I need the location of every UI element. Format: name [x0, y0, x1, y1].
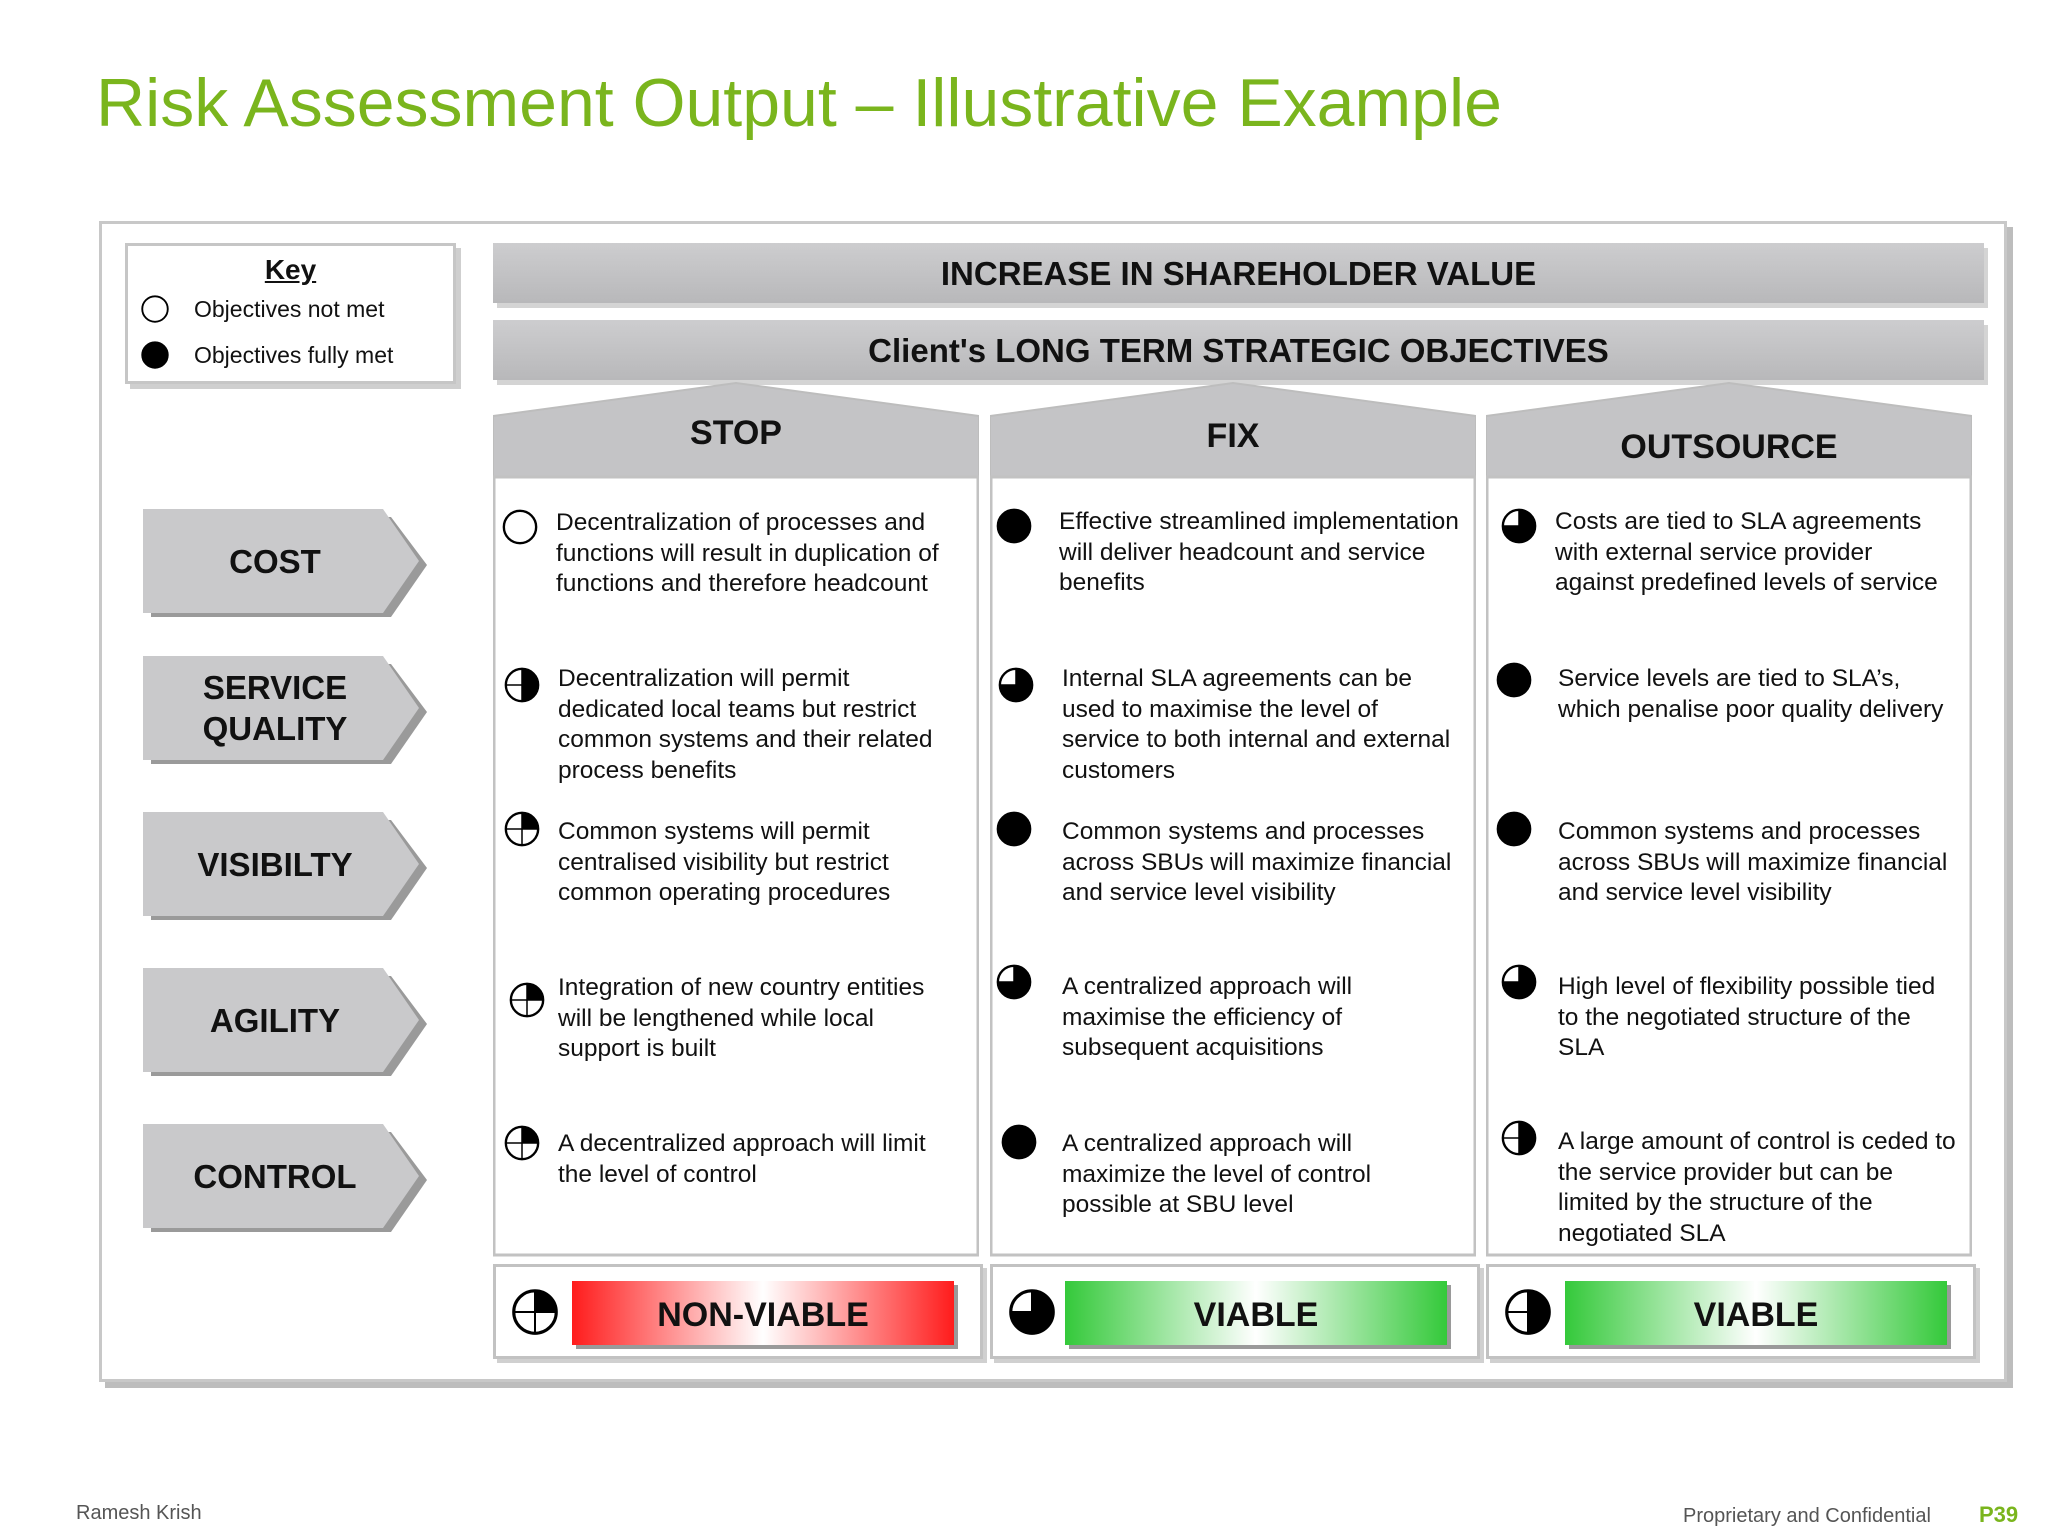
cell-text: A decentralized approach will limit the level of control: [558, 1130, 926, 1188]
rating-pie-icon: [503, 666, 541, 704]
page-number: P39: [1979, 1502, 2019, 1527]
rating-pie-icon: [995, 810, 1033, 848]
filled-circle-icon: [140, 340, 170, 370]
cell-text: A centralized approach will maximise the efficiency of subsequent acquisitions: [1062, 973, 1353, 1061]
shareholder-value-banner: INCREASE IN SHAREHOLDER VALUE: [493, 243, 1984, 303]
cell-text: Service levels are tied to SLA’s, which penalise poor quality delivery: [1558, 665, 1944, 723]
status-badge: VIABLE: [1065, 1281, 1447, 1345]
column-header: OUTSOURCE: [1620, 428, 1838, 466]
cell-text: Decentralization of processes and functions will result in duplication of functions and therefore headcount: [556, 509, 939, 597]
rating-pie-icon: [1500, 507, 1538, 545]
rating-pie-icon: [995, 507, 1033, 545]
row-label-text: VISIBILTY: [197, 845, 353, 883]
empty-circle-icon: [140, 294, 170, 324]
row-label-text: CONTROL: [193, 1157, 357, 1195]
rating-pie-icon: [510, 1287, 560, 1337]
cell-text: A large amount of control is ceded to the service provider but can be limited by the structure of the negotiated SLA: [1558, 1128, 1956, 1247]
row-label-cost: [143, 509, 427, 617]
row-label-visibility: [143, 812, 427, 920]
cell-text: Common systems and processes across SBUs will maximize financial and service level visibility: [1062, 818, 1452, 906]
column-stop: [493, 380, 979, 1257]
rating-pie-icon: [508, 981, 546, 1019]
cell-text: Internal SLA agreements can be used to maximise the level of service to both internal and external customers: [1062, 665, 1451, 784]
verdict-outsource: [1486, 1264, 1976, 1359]
row-label-control: [143, 1124, 427, 1232]
rating-pie-icon: [1495, 661, 1533, 699]
cell-text: Integration of new country entities will be lengthened while local support is built: [558, 974, 925, 1062]
row-label-text: COST: [229, 542, 321, 580]
key-title: Key: [264, 254, 317, 285]
row-label-text: AGILITY: [209, 1001, 341, 1039]
rating-pie-icon: [503, 1124, 541, 1162]
status-badge: NON-VIABLE: [572, 1281, 954, 1345]
strategic-objectives-banner: Client's LONG TERM STRATEGIC OBJECTIVES: [493, 320, 1984, 380]
rating-pie-icon: [501, 508, 539, 546]
key-item-label: Objectives fully met: [194, 342, 394, 368]
cell-text: High level of flexibility possible tied to the negotiated structure of the SLA: [1558, 973, 1936, 1061]
rating-pie-icon: [1007, 1287, 1057, 1337]
rating-pie-icon: [1000, 1123, 1038, 1161]
cell-text: Effective streamlined implementation will deliver headcount and service benefits: [1059, 508, 1459, 596]
cell-text: A centralized approach will maximize the level of control possible at SBU level: [1062, 1130, 1372, 1218]
column-header: FIX: [1206, 417, 1260, 455]
rating-pie-icon: [1503, 1287, 1553, 1337]
key-legend: [125, 243, 456, 384]
key-item-label: Objectives not met: [194, 296, 385, 322]
column-outsource: [1486, 380, 1972, 1257]
cell-text: Decentralization will permit dedicated local teams but restrict common systems and their related process benefits: [558, 665, 933, 784]
row-label-service-quality: [143, 656, 427, 764]
row-label-text: SERVICE QUALITY: [202, 669, 348, 747]
rating-pie-icon: [1500, 1119, 1538, 1157]
rating-pie-icon: [1500, 963, 1538, 1001]
page-title: Risk Assessment Output – Illustrative Example: [96, 65, 1502, 141]
status-badge: VIABLE: [1565, 1281, 1947, 1345]
rating-pie-icon: [1495, 810, 1533, 848]
cell-text: Common systems will permit centralised visibility but restrict common operating procedures: [558, 818, 891, 906]
footer-confidential: Proprietary and Confidential: [1683, 1505, 1931, 1527]
rating-pie-icon: [503, 810, 541, 848]
footer-author: Ramesh Krish: [76, 1502, 202, 1524]
cell-text: Common systems and processes across SBUs will maximize financial and service level visibility: [1558, 818, 1948, 906]
column-fix: [990, 380, 1476, 1257]
verdict-stop: [493, 1264, 983, 1359]
verdict-fix: [990, 1264, 1480, 1359]
rating-pie-icon: [997, 666, 1035, 704]
cell-text: Costs are tied to SLA agreements with external service provider against predefined levels of service: [1555, 508, 1938, 596]
column-header: STOP: [690, 414, 782, 452]
row-label-agility: [143, 968, 427, 1076]
rating-pie-icon: [995, 963, 1033, 1001]
